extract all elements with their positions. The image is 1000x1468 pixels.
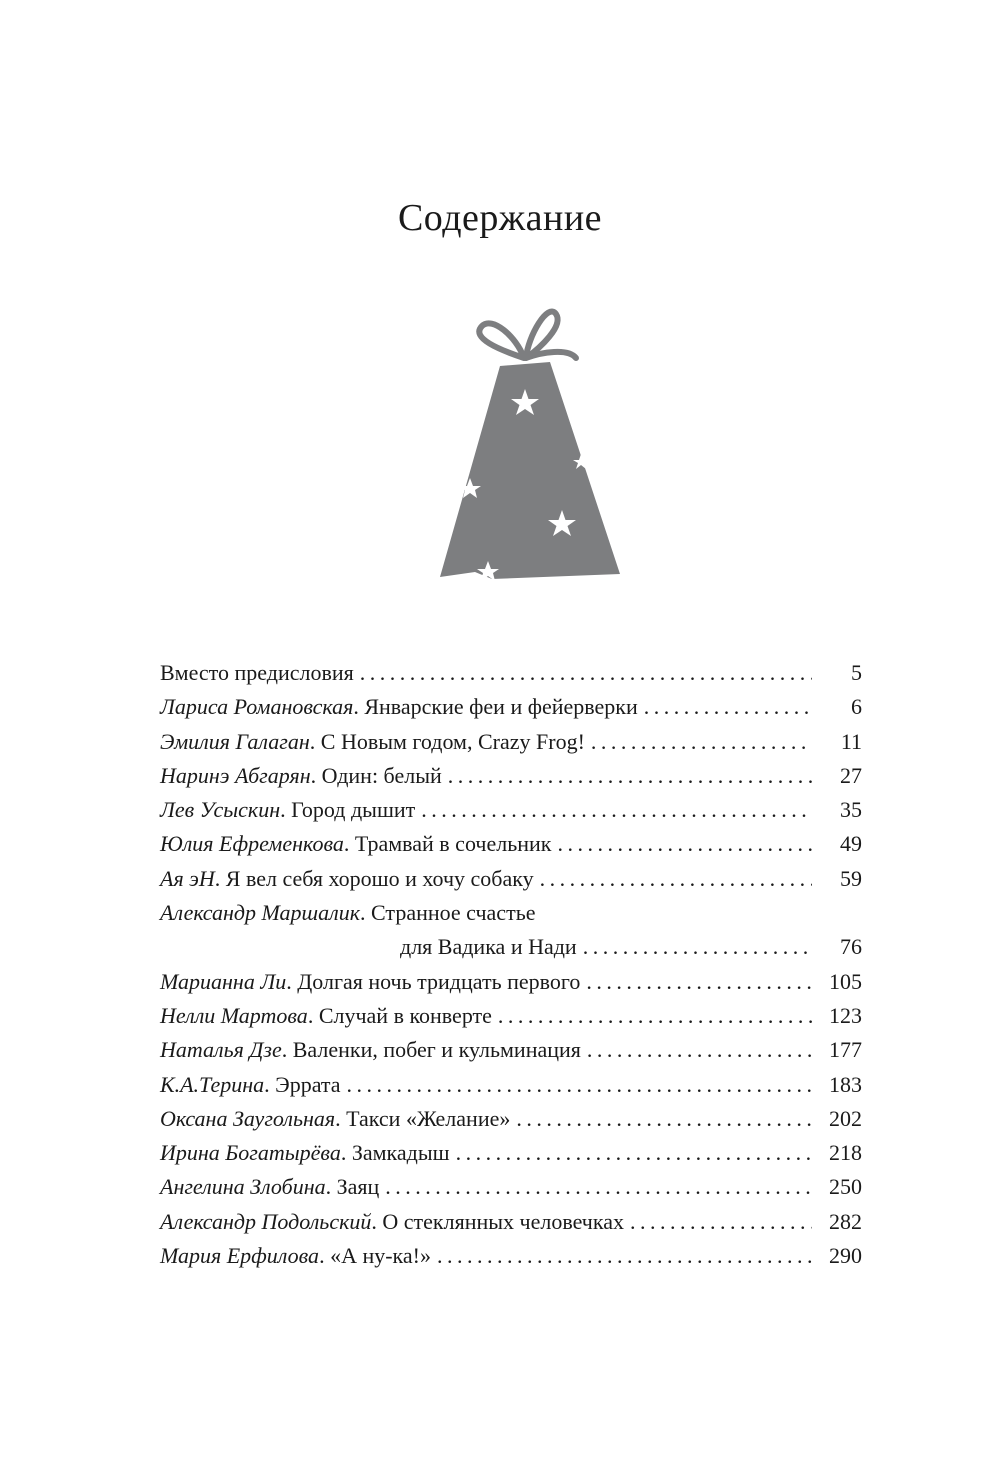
- toc-page-number: 59: [840, 865, 862, 891]
- toc-entry-title: Я вел себя хорошо и хочу собаку: [225, 865, 534, 891]
- toc-entry[interactable]: Александр Маршалик. Странное счастье: [160, 900, 536, 926]
- leader-dots: [437, 1239, 812, 1273]
- toc-entry-title: «А ну-ка!»: [330, 1243, 431, 1269]
- page-title: Содержание: [397, 197, 603, 239]
- leader-dots: [644, 690, 812, 724]
- toc-entry[interactable]: Лариса Романовская. Январские феи и фейерверки . . . 6: [160, 690, 862, 724]
- toc-page-number: 27: [840, 762, 862, 788]
- toc-page-number: 5: [851, 660, 862, 685]
- toc-entry-title: Такси «Желание»: [346, 1105, 511, 1131]
- leader-dots: [421, 793, 812, 827]
- toc-entry-title: Долгая ночь тридцать первого: [297, 968, 581, 994]
- toc-entry-author: Юлия Ефременкова: [160, 831, 344, 857]
- toc-entry-author: Ая эН: [160, 865, 215, 891]
- toc-entry-title-continued: для Вадика и Нади: [400, 934, 577, 960]
- toc-page-number: 105: [829, 968, 862, 994]
- toc-entry-author: Марианна Ли: [160, 968, 287, 994]
- toc-entry-author: Ангелина Злобина: [160, 1174, 326, 1200]
- toc-entry-title: Город дышит: [291, 797, 416, 823]
- toc-entry-author: Мария Ерфилова: [160, 1243, 320, 1269]
- toc-entry[interactable]: Нелли Мартова. Случай в конверте . . . 123: [160, 999, 862, 1033]
- toc-page-number: 76: [840, 934, 862, 960]
- toc-entry[interactable]: Ангелина Злобина. Заяц . . . 250: [160, 1170, 862, 1204]
- toc-entry[interactable]: Ая эН. Я вел себя хорошо и хочу собаку . . . 59: [160, 862, 862, 896]
- leader-dots: [498, 999, 812, 1033]
- toc-entry-author: Нелли Мартова: [160, 1002, 308, 1028]
- toc-entry-author: Оксана Заугольная: [160, 1105, 336, 1131]
- leader-dots: [630, 1205, 812, 1239]
- toc-entry-author: Ирина Богатырёва: [160, 1140, 341, 1166]
- toc-entry-title: О стеклянных человечках: [382, 1208, 624, 1234]
- toc-entry-title: Январские феи и фейерверки: [364, 694, 638, 720]
- toc-entry-author: Наталья Дзе: [160, 1037, 282, 1063]
- toc-page-number: 6: [851, 694, 862, 720]
- toc-page-number: 218: [829, 1140, 862, 1166]
- toc-entry-title: Замкадыш: [351, 1140, 450, 1166]
- toc-entry-title: Трамвай в сочельник: [354, 831, 552, 857]
- leader-dots: [583, 930, 812, 964]
- toc-entry[interactable]: Лев Усыскин. Город дышит . . . 35: [160, 793, 862, 827]
- table-of-contents: [160, 656, 862, 1273]
- toc-entry[interactable]: Юлия Ефременкова. Трамвай в сочельник . . . 49: [160, 827, 862, 861]
- leader-dots: [586, 965, 812, 999]
- toc-entry-title: Один: белый: [321, 762, 442, 788]
- toc-entry-title: Вместо предисловия: [160, 660, 354, 685]
- leader-dots: [591, 725, 812, 759]
- christmas-tree-gift-illustration: [430, 292, 620, 587]
- leader-dots: [360, 656, 812, 690]
- leader-dots: [557, 827, 812, 861]
- toc-entry-title: Валенки, побег и кульминация: [292, 1037, 581, 1063]
- toc-entry-title: Эррата: [275, 1071, 341, 1097]
- toc-page-number: 35: [840, 797, 862, 823]
- toc-page-number: 123: [829, 1002, 862, 1028]
- toc-entry-author: К.А.Терина: [160, 1071, 265, 1097]
- toc-entry-author: Александр Подольский: [160, 1208, 372, 1234]
- toc-entry-continuation[interactable]: [160, 930, 862, 964]
- toc-entry-author: Александр Маршалик: [160, 900, 361, 926]
- toc-entry-author: Наринэ Абгарян: [160, 762, 311, 788]
- leader-dots: [540, 862, 812, 896]
- toc-entry-title: Случай в конверте: [318, 1002, 492, 1028]
- toc-entry[interactable]: К.А.Терина. Эррата . . . 183: [160, 1068, 862, 1102]
- toc-entry[interactable]: Эмилия Галаган. С Новым годом, Crazy Frog! . . . 11: [160, 725, 862, 759]
- leader-dots: [456, 1136, 812, 1170]
- leader-dots: [385, 1170, 812, 1204]
- leader-dots: [587, 1033, 812, 1067]
- toc-page-number: 290: [829, 1243, 862, 1269]
- toc-page-number: 177: [829, 1037, 862, 1063]
- toc-page-number: 11: [840, 728, 862, 754]
- toc-entry-author: Эмилия Галаган: [160, 728, 310, 754]
- toc-entry[interactable]: Александр Подольский. О стеклянных человечках . . . 282: [160, 1205, 862, 1239]
- toc-entry-author: Лариса Романовская: [160, 694, 354, 720]
- toc-entry[interactable]: Оксана Заугольная. Такси «Желание» . . . 202: [160, 1102, 862, 1136]
- toc-page-number: 282: [829, 1208, 862, 1234]
- leader-dots: [347, 1068, 812, 1102]
- toc-page-number: 49: [840, 831, 862, 857]
- toc-entry-title: Странное счастье: [371, 900, 536, 926]
- toc-entry[interactable]: Мария Ерфилова. «А ну-ка!» . . . 290: [160, 1239, 862, 1273]
- toc-entry[interactable]: [160, 656, 862, 690]
- leader-dots: [448, 759, 812, 793]
- toc-entry-title: С Новым годом, Crazy Frog!: [320, 728, 585, 754]
- toc-entry-author: Лев Усыскин: [160, 797, 281, 823]
- toc-page-number: 202: [829, 1105, 862, 1131]
- toc-entry[interactable]: Наринэ Абгарян. Один: белый . . . 27: [160, 759, 862, 793]
- toc-entry[interactable]: Ирина Богатырёва. Замкадыш . . . 218: [160, 1136, 862, 1170]
- tree-body-icon: [440, 362, 620, 579]
- toc-entry[interactable]: Марианна Ли. Долгая ночь тридцать первого . . . 105: [160, 965, 862, 999]
- leader-dots: [516, 1102, 812, 1136]
- toc-entry-title: Заяц: [336, 1174, 380, 1200]
- toc-page-number: 250: [829, 1174, 862, 1200]
- toc-entry[interactable]: Наталья Дзе. Валенки, побег и кульминация . . . 177: [160, 1033, 862, 1067]
- bow-icon: [479, 312, 576, 358]
- toc-page-number: 183: [829, 1071, 862, 1097]
